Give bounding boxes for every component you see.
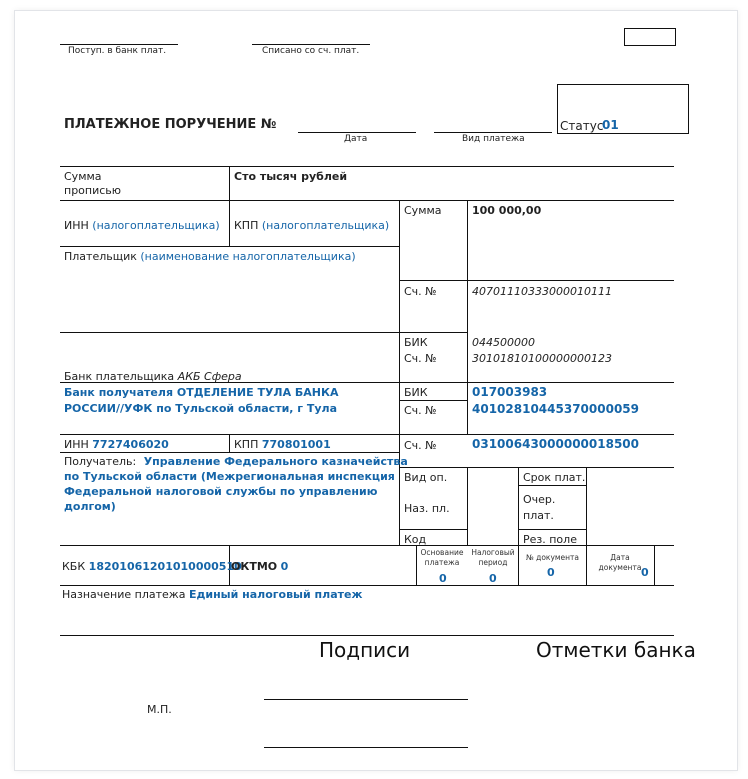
payer-inn-label: ИНН	[64, 219, 89, 232]
purpose-code-label: Наз. пл.	[404, 502, 450, 515]
payee-inn	[64, 438, 169, 451]
payee-bank-label: Банк получателя	[64, 386, 174, 399]
payment-type-line	[434, 132, 552, 133]
payee-name-4: долгом)	[64, 500, 116, 513]
payer-kpp-label: КПП	[234, 219, 259, 232]
payee-kpp	[234, 438, 331, 451]
due-date-label: Срок плат.	[523, 471, 586, 484]
payment-purpose	[62, 588, 362, 601]
payee-name-3: Федеральной налоговой службы по управлению	[64, 485, 378, 498]
period-value: 0	[489, 572, 497, 585]
grid-line	[60, 166, 674, 167]
payee-name-label: Получатель:	[64, 455, 137, 468]
payee-inn-label: ИНН	[64, 438, 89, 451]
payer-kpp	[234, 219, 389, 232]
grid-line	[518, 529, 586, 530]
payer-kpp-value: (налогоплательщика)	[261, 219, 390, 232]
grid-line	[399, 280, 674, 281]
grid-line	[399, 467, 674, 468]
op-type-label: Вид оп.	[404, 471, 448, 484]
payer-bank-label: Банк плательщика	[64, 370, 175, 383]
doc-no-label: № документа	[525, 553, 580, 562]
debited-line	[252, 44, 370, 45]
form-code-box	[624, 28, 676, 46]
payer-bank-account-label: Сч. №	[404, 352, 437, 365]
kbk-label: КБК	[62, 560, 86, 573]
oktmo-label: ОКТМО	[231, 560, 278, 573]
payee-name-line-1	[64, 455, 408, 468]
period-label: Налоговый период	[471, 548, 515, 567]
oktmo	[231, 560, 288, 573]
doc-date-value: 0	[641, 566, 649, 579]
signatures-label: Подписи	[319, 638, 411, 662]
payer-name-value: (наименование налогоплательщика)	[140, 250, 356, 263]
grid-line	[399, 529, 467, 530]
grid-line	[654, 545, 655, 585]
grid-line	[60, 585, 674, 586]
received-label: Поступ. в банк плат.	[68, 46, 167, 56]
payee-name-1: Управление Федерального казначейства	[143, 455, 408, 468]
grid-line	[60, 434, 674, 435]
status-label: Статус	[560, 119, 604, 133]
bank-marks-label: Отметки банка	[536, 638, 696, 662]
payer-name-label: Плательщик	[64, 250, 137, 263]
kbk-value: 18201061201010000510	[88, 560, 242, 573]
payer-bank	[64, 370, 242, 383]
queue-label-2: плат.	[523, 509, 554, 522]
grid-line	[60, 452, 399, 453]
grid-line	[60, 545, 674, 546]
signature-line-2	[264, 747, 468, 748]
queue-label-1: Очер.	[523, 493, 556, 506]
received-line	[60, 44, 178, 45]
payee-bank-account-value: 40102810445370000059	[472, 402, 639, 416]
grid-line	[399, 332, 467, 333]
payer-account-label: Сч. №	[404, 285, 437, 298]
payee-kpp-value: 770801001	[261, 438, 331, 451]
payer-amount-label: Сумма	[404, 204, 442, 217]
grid-line	[467, 382, 468, 434]
payer-inn-value: (налогоплательщика)	[92, 219, 220, 232]
payee-account-label: Сч. №	[404, 439, 437, 452]
payee-kpp-label: КПП	[234, 438, 259, 451]
basis-value: 0	[439, 572, 447, 585]
purpose-bottom-line	[60, 635, 674, 636]
oktmo-value: 0	[280, 560, 289, 573]
payer-account-value: 40701110333000010111	[472, 285, 612, 298]
reserve-label: Рез. поле	[523, 533, 577, 546]
payee-bank-bik-label: БИК	[404, 386, 428, 399]
payer-bank-bik-value: 044500000	[472, 336, 535, 349]
status-value: 01	[602, 118, 619, 132]
payee-name-2: по Тульской области (Межрегиональная инспекция	[64, 470, 395, 483]
amount-words-label-1: Сумма	[64, 170, 102, 183]
grid-line	[60, 246, 399, 247]
grid-line	[60, 332, 399, 333]
payee-bank-name-1: ОТДЕЛЕНИЕ ТУЛА БАНКА	[176, 386, 339, 399]
payee-bank-account-label: Сч. №	[404, 404, 437, 417]
payee-bank-line-1	[64, 386, 339, 399]
grid-line	[229, 434, 230, 452]
date-line	[298, 132, 416, 133]
payee-bank-name-2: РОССИИ//УФК по Тульской области, г Тула	[64, 402, 338, 415]
grid-line	[586, 467, 587, 585]
grid-line	[60, 200, 674, 201]
doc-no-value: 0	[547, 566, 555, 579]
doc-date-label: Дата документа	[598, 553, 642, 572]
grid-line	[467, 200, 468, 382]
payer-bank-name: АКБ Сфера	[177, 370, 242, 383]
payer-bank-account-value: 30101810100000000123	[472, 352, 612, 365]
signature-line-1	[264, 699, 468, 700]
amount-words-value: Сто тысяч рублей	[234, 170, 348, 183]
date-label: Дата	[344, 134, 368, 144]
code-label: Код	[404, 533, 427, 546]
payer-amount-value: 100 000,00	[472, 204, 542, 217]
grid-line	[399, 400, 467, 401]
page-title: ПЛАТЕЖНОЕ ПОРУЧЕНИЕ №	[64, 117, 277, 132]
payer-name	[64, 250, 356, 263]
debited-label: Списано со сч. плат.	[262, 46, 360, 56]
grid-line	[229, 166, 230, 200]
payment-type-label: Вид платежа	[462, 134, 525, 144]
payee-account-value: 03100643000000018500	[472, 437, 639, 451]
payer-inn	[64, 219, 220, 232]
grid-line	[467, 467, 468, 545]
basis-label: Основание платежа	[420, 548, 464, 567]
amount-words-label-2: прописью	[64, 184, 122, 197]
payment-purpose-value: Единый налоговый платеж	[188, 588, 363, 601]
payee-inn-value: 7727406020	[92, 438, 169, 451]
payer-bank-bik-label: БИК	[404, 336, 428, 349]
grid-line	[399, 200, 400, 545]
kbk	[62, 560, 242, 573]
stamp-label: М.П.	[147, 703, 172, 716]
grid-line	[229, 200, 230, 246]
grid-line	[518, 485, 586, 486]
payment-purpose-label: Назначение платежа	[62, 588, 186, 601]
payee-bank-bik-value: 017003983	[472, 385, 548, 399]
